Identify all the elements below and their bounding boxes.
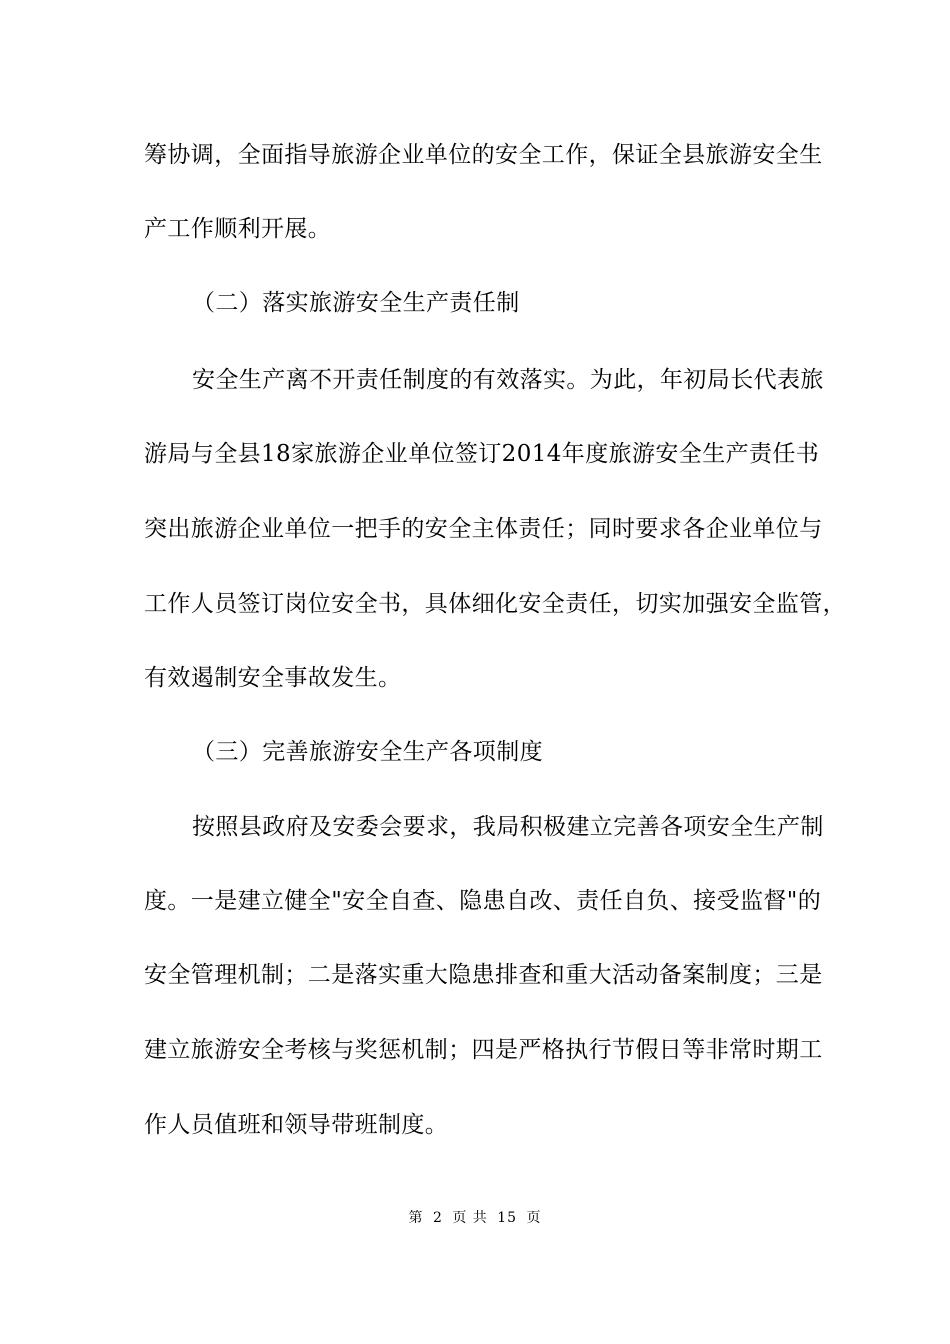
body-line: 按照县政府及安委会要求，我局积极建立完善各项安全生产制 [192,814,824,840]
body-line: 突出旅游企业单位一把手的安全主体责任；同时要求各企业单位与 [144,516,823,542]
body-line: 游局与全县18家旅游企业单位签订2014年度旅游安全生产责任书 [144,441,820,467]
body-line: 安全生产离不开责任制度的有效落实。为此，年初局长代表旅 [192,367,824,393]
body-line: 有效遏制安全事故发生。 [144,665,402,691]
footer-suffix: 页 [526,1210,542,1226]
page-footer [0,1208,950,1228]
body-line: 筹协调，全面指导旅游企业单位的安全工作，保证全县旅游安全生 [144,142,823,168]
body-line: 度。一是建立健全"安全自查、隐患自改、责任自负、接受监督"的 [144,888,822,914]
body-line: 作人员值班和领导带班制度。 [144,1112,449,1138]
footer-page-number: 2 [432,1210,443,1226]
body-line: 工作人员签订岗位安全书，具体细化安全责任，切实加强安全监管， [144,591,846,617]
footer-middle: 页 共 [452,1210,488,1226]
section-heading: （三）完善旅游安全生产各项制度 [192,739,543,765]
body-line: 安全管理机制；二是落实重大隐患排查和重大活动备案制度；三是 [144,962,823,988]
body-line: 建立旅游安全考核与奖惩机制；四是严格执行节假日等非常时期工 [144,1037,823,1063]
body-line: 产工作顺利开展。 [144,216,332,242]
section-heading: （二）落实旅游安全生产责任制 [192,290,520,316]
footer-total-pages: 15 [497,1210,518,1226]
footer-prefix: 第 [408,1210,424,1226]
